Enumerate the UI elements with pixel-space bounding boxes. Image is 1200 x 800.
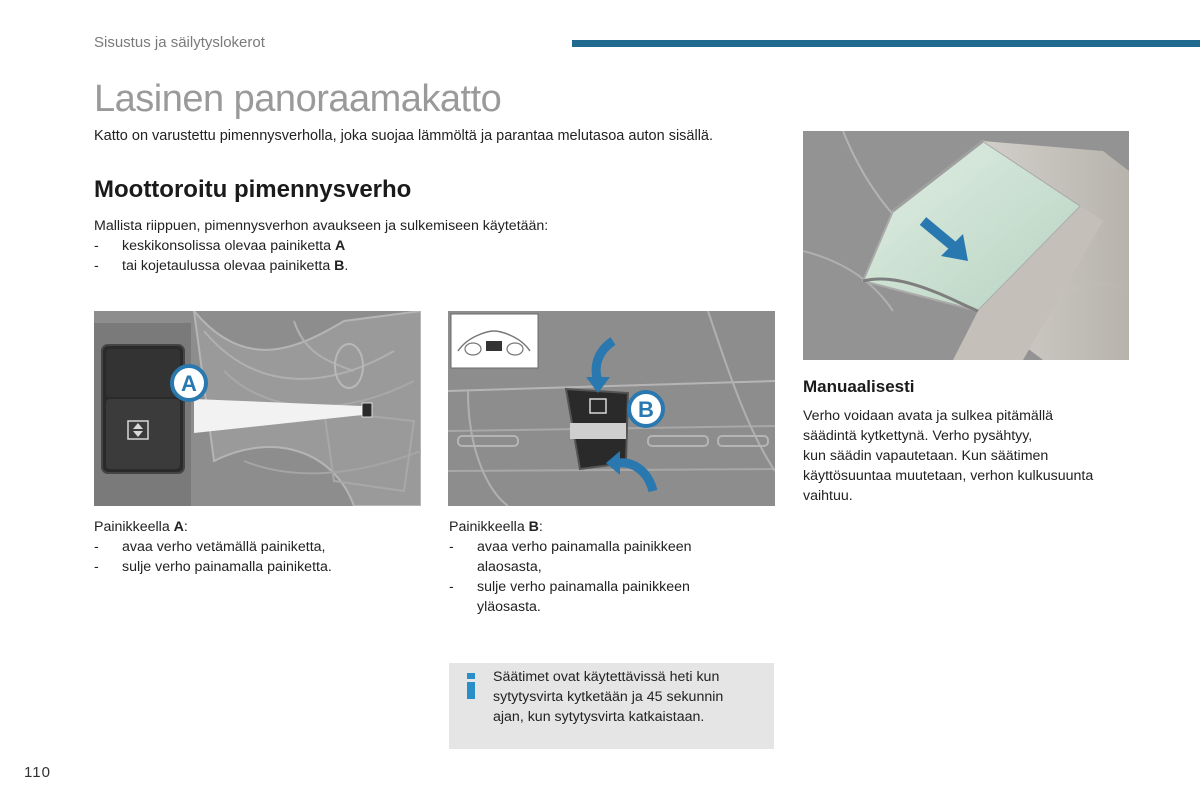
manual-line: vaihtuu. — [803, 488, 853, 504]
page-title: Lasinen panoraamakatto — [94, 78, 502, 120]
dashboard-illustration — [448, 311, 775, 506]
figure-dashboard-button-b — [448, 311, 775, 506]
figure-console-button-a — [94, 311, 421, 506]
caption-b — [449, 517, 739, 617]
console-illustration — [94, 311, 421, 506]
manual-line: Verho voidaan avata ja sulkea pitämällä — [803, 408, 1054, 424]
list-item: - avaa verho painamalla painikkeen alaosasta, — [449, 537, 739, 577]
motorized-body — [94, 216, 554, 276]
intro-text: Katto on varustettu pimennysverholla, joka suojaa lämmöltä ja parantaa melutasoa auton sisällä. — [94, 128, 714, 144]
list-item: - avaa verho vetämällä painiketta, — [94, 537, 421, 557]
list-item: - tai kojetaulussa olevaa painiketta B. — [94, 256, 554, 276]
figure-a-label: A — [181, 371, 197, 396]
caption-a — [94, 517, 421, 577]
list-item: - keskikonsolissa olevaa painiketta A — [94, 236, 554, 256]
section-label: Sisustus ja säilytyslokerot — [94, 34, 265, 51]
manual-body — [803, 406, 1143, 506]
caption-a-lead: Painikkeella A: — [94, 519, 188, 535]
info-line: ajan, kun sytytysvirta katkaistaan. — [493, 709, 705, 725]
section-accent-bar — [572, 40, 1200, 47]
info-line: Säätimet ovat käytettävissä heti kun — [493, 669, 720, 685]
motorized-heading: Moottoroitu pimennysverho — [94, 176, 412, 203]
manual-heading: Manuaalisesti — [803, 377, 915, 396]
info-line: sytytysvirta kytketään ja 45 sekunnin — [493, 689, 724, 705]
info-icon — [463, 673, 479, 699]
manual-line: kun säädin vapautetaan. Kun säätimen — [803, 448, 1049, 464]
motorized-list — [94, 236, 554, 276]
caption-b-lead: Painikkeella B: — [449, 519, 543, 535]
list-item: - sulje verho painamalla painiketta. — [94, 557, 421, 577]
list-item: - sulje verho painamalla painikkeen yläosasta. — [449, 577, 739, 617]
motorized-lead: Mallista riippuen, pimennysverhon avaukseen ja sulkemiseen käytetään: — [94, 218, 549, 234]
manual-line: käyttösuuntaa muutetaan, verhon kulkusuunta — [803, 468, 1094, 484]
manual-line: säädintä kytkettynä. Verho pysähtyy, — [803, 428, 1033, 444]
info-text — [493, 667, 763, 727]
caption-b-list — [449, 537, 739, 617]
roof-illustration — [803, 131, 1129, 360]
page-number: 110 — [24, 764, 51, 781]
figure-b-label: B — [638, 397, 654, 422]
caption-a-list — [94, 537, 421, 577]
info-box — [449, 663, 774, 749]
figure-panoramic-roof — [803, 131, 1129, 360]
